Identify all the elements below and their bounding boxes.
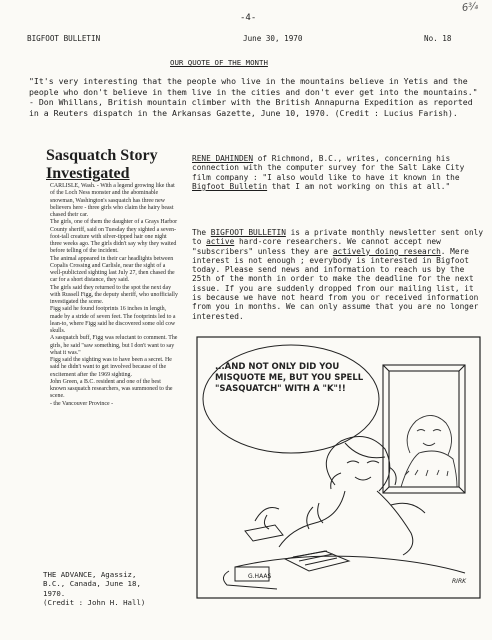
notice-part: is a private monthly newsletter sent only to — [192, 228, 484, 247]
notice-part: . Mere interest is not enough ; everybody is interested in Bigfoot today. Please send news and information to reach us by the 25th of the month in order to make the deadline for the next issue. If you are suddenly dropped from our mailing list, it is because we have not heard from you or received information from you in months. We can only assume that you are no longer interested. — [192, 246, 479, 321]
dahinden-text-end: that I am not working on this at all." — [267, 181, 451, 191]
clipping-headline — [46, 147, 174, 183]
creature-portrait — [401, 415, 457, 487]
dahinden-text: of Richmond, B.C., writes, concerning his connection with the computer survey for the Salt Lake City film company : "I also would like to have it known in the — [192, 154, 465, 182]
dahinden-name: RENE DAHINDEN — [192, 154, 254, 163]
clipping-source-line: 1970. — [43, 588, 66, 598]
notice-part: hard-core researchers. We cannot accept new "subscribers" unless they are — [192, 237, 441, 256]
notice-emphasis: actively doing research — [332, 246, 441, 256]
cartoon-caption: ...AND NOT ONLY DID YOU MISQUOTE ME, BUT YOU SPELL "SASQUATCH" WITH A "K"!! — [215, 362, 364, 394]
bulletin-name: BIGFOOT BULLETIN — [27, 34, 101, 43]
page-number: -4- — [240, 13, 257, 23]
cartoon-signature-left: G.HAAS — [248, 573, 272, 580]
clipping-credit: (Credit : John H. Hall) — [43, 598, 146, 608]
quote-heading: OUR QUOTE OF THE MONTH — [170, 58, 268, 67]
publication-name: BIGFOOT BULLETIN — [210, 228, 286, 237]
issue-number: No. 18 — [424, 34, 452, 43]
clipping-source-line: B.C., Canada, June 18, — [43, 579, 141, 589]
handwritten-note: 6¾ — [461, 0, 479, 15]
cartoon-signature-right: RIRK — [452, 578, 467, 585]
notice-emphasis: active — [206, 237, 235, 247]
subscription-notice — [192, 228, 486, 321]
publication-name: Bigfoot Bulletin — [192, 181, 268, 191]
clipping-source-line: THE ADVANCE, Agassiz, — [43, 570, 137, 579]
clipping-source — [43, 570, 183, 608]
issue-date: June 30, 1970 — [243, 34, 303, 43]
bald-man — [279, 437, 425, 556]
notice-part: The — [192, 228, 211, 237]
headline-line1: Sasquatch Story — [46, 147, 158, 164]
headline-line2: Investigated — [46, 165, 130, 182]
dahinden-item — [192, 154, 484, 191]
quote-text: "It's very interesting that the people who live in the mountains believe in Yetis and the people who don't believe in them live in the cities and don't ever get into the mountains." - Don Whillans, British mountain climber with the British Annapurna Expedition as reported in a Reuters dispatch in the Arkansas Gazette, June 10, 1970. (Credit : Lucius Farish). — [29, 76, 478, 118]
clipping-body: CARLISLE, Wash. - With a legend growing like that of the Loch Ness monster and the abominable snowman, Washington's sasquatch has three new believers here - three girls who claim the hairy beast chased their car. The girls, one of them the daughter of a Grays Harbor County sheriff, said on Tuesday they sighted a seven-foot-tall creature with silver-tipped hair one night three weeks ago. The girls didn't say why they waited before telling of the incident. The animal appeared in their car headlights between Copalis Crossing and Carlisle, near the sight of a well-publicized sighting last July 27, then chased the car for a short distance, they said. The girls said they returned to the spot the next day with Russell Figg, the deputy sheriff, who unofficially investigated the scene. Figg said he found footprints 16 inches in length, made by a stride of seven feet. The footprints led to a lean-to, where Figg said he discovered some old cow skulls. A sasquatch buff, Figg was reluctant to comment. The girls, he said "saw something, but I don't want to say what it was." Figg said the sighting was to have been a secret. He said he didn't want to get involved because of the excitement after the 1969 sighting. John Green, a B.C. resident and one of the best known sasquatch researchers, was summoned to the scene. - the Vancouver Province - — [50, 183, 178, 407]
